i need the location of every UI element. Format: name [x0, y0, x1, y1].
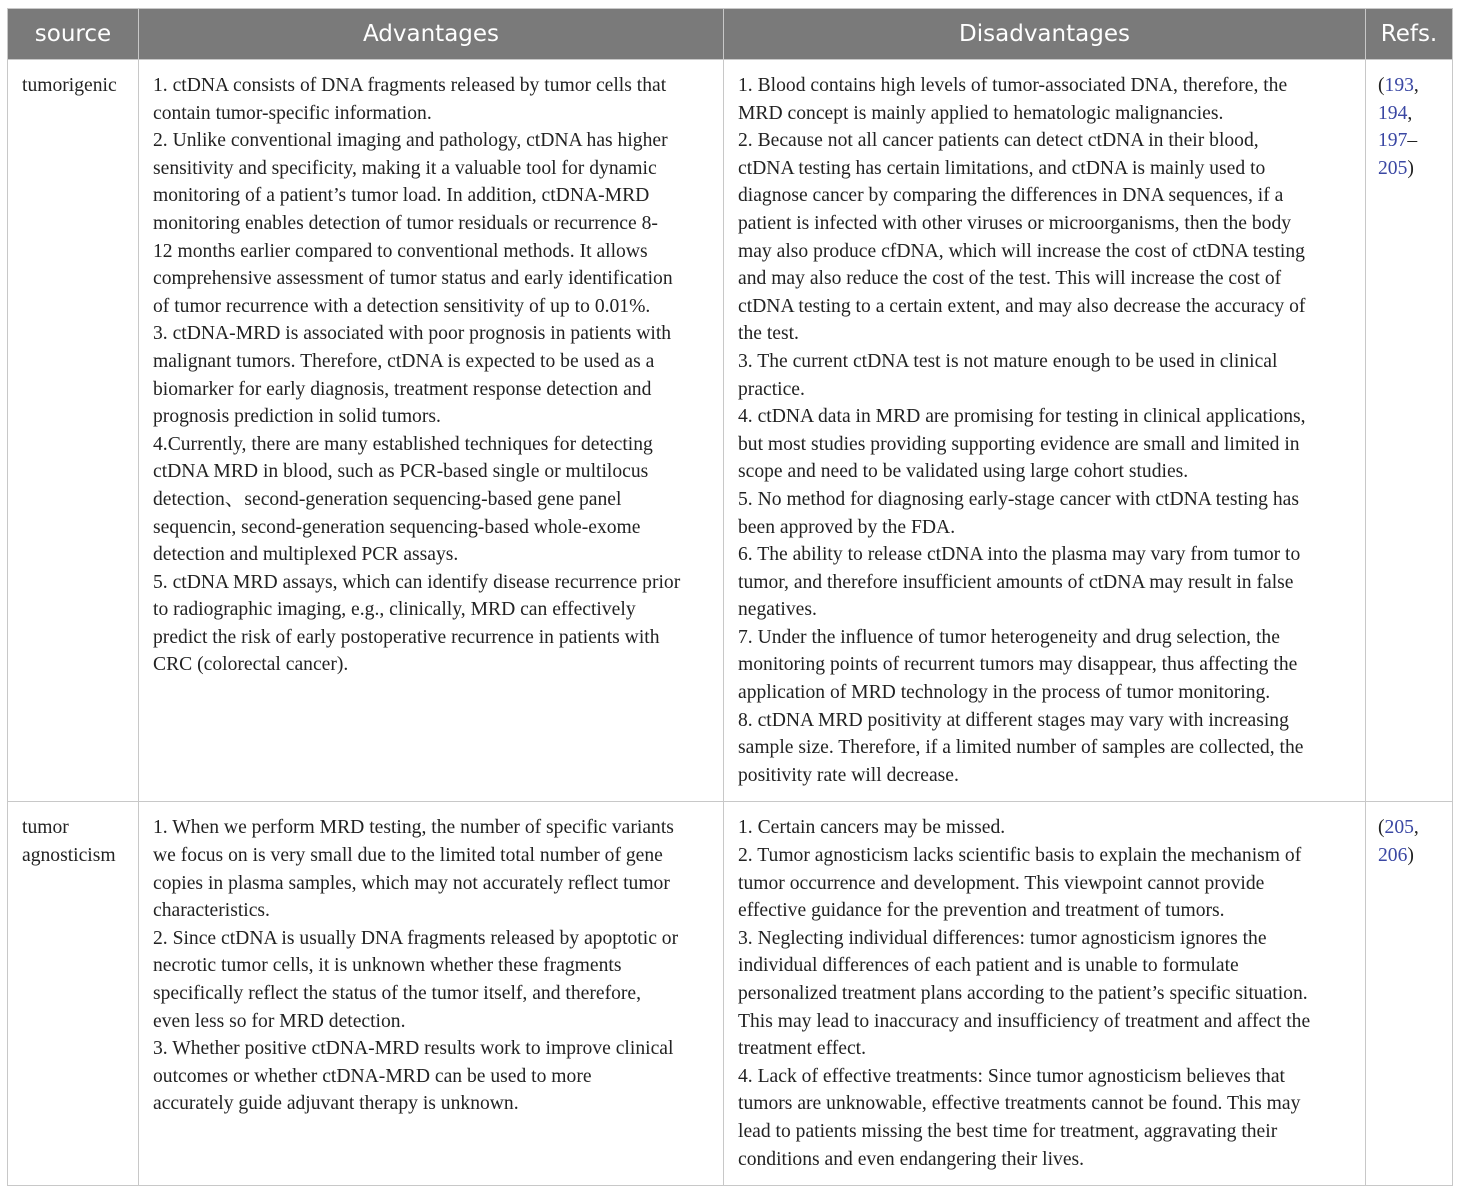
- text-line: positivity rate will decrease.: [738, 764, 959, 786]
- text-line: ctDNA testing to a certain extent, and may also decrease the accuracy of: [738, 295, 1306, 317]
- text-line: sequencin, second-generation sequencing-based whole-exome: [153, 516, 641, 538]
- text-line: even less so for MRD detection.: [153, 1010, 406, 1032]
- text-line: characteristics.: [153, 900, 270, 922]
- ref-line: [1378, 127, 1448, 155]
- reference-link[interactable]: 193: [1384, 75, 1414, 96]
- text-line: personalized treatment plans according to the patient’s specific situation.: [738, 983, 1308, 1004]
- text-line: MRD concept is mainly applied to hematologic malignancies.: [738, 102, 1224, 124]
- text-line: detection、second-generation sequencing-based gene panel: [153, 488, 622, 510]
- reference-link[interactable]: 206: [1378, 845, 1408, 867]
- source-cell: [8, 60, 139, 802]
- text-line: monitoring points of recurrent tumors may disappear, thus affecting the: [738, 654, 1298, 676]
- text-line: 8. ctDNA MRD positivity at different stages may vary with increasing: [738, 709, 1289, 731]
- text-line: monitoring enables detection of tumor residuals or recurrence 8-: [153, 212, 658, 234]
- text-line: 2. Tumor agnosticism lacks scientific basis to explain the mechanism of: [738, 845, 1302, 867]
- text-line: biomarker for early diagnosis, treatment response detection and: [153, 378, 652, 400]
- header-row: [8, 9, 1453, 60]
- refs-cell: [1366, 60, 1453, 802]
- text-line: the test.: [738, 323, 799, 345]
- table-row: [8, 802, 1453, 1186]
- text-line: accurately guide adjuvant therapy is unknown.: [153, 1093, 519, 1115]
- ref-line: [1378, 100, 1448, 128]
- text-line: 1. Certain cancers may be missed.: [738, 817, 1006, 839]
- text-line: 7. Under the influence of tumor heterogeneity and drug selection, the: [738, 626, 1280, 648]
- reference-link[interactable]: 205: [1384, 817, 1414, 839]
- text-line: copies in plasma samples, which may not accurately reflect tumor: [153, 872, 670, 894]
- text-line: 4.Currently, there are many established techniques for detecting: [153, 433, 653, 455]
- text-line: 3. Neglecting individual differences: tumor agnosticism ignores the: [738, 927, 1267, 949]
- text-line: individual differences of each patient and is unable to formulate: [738, 955, 1239, 977]
- text-line: conditions and even endangering their lives.: [738, 1148, 1085, 1170]
- text-line: lead to patients missing the best time for treatment, aggravating their: [738, 1120, 1278, 1142]
- text-line: prognosis prediction in solid tumors.: [153, 406, 441, 428]
- text-line: and may also reduce the cost of the test. This will increase the cost of: [738, 268, 1282, 290]
- text-line: been approved by the FDA.: [738, 516, 956, 538]
- text-line: 12 months earlier compared to conventional methods. It allows: [153, 240, 648, 262]
- text-line: 1. Blood contains high levels of tumor-associated DNA, therefore, the: [738, 75, 1288, 96]
- text-line: may also produce cfDNA, which will increase the cost of ctDNA testing: [738, 240, 1305, 262]
- text-line: predict the risk of early postoperative recurrence in patients with: [153, 626, 660, 648]
- text-line: tumor: [22, 817, 69, 839]
- text-line: tumorigenic: [22, 75, 117, 96]
- refs-cell: [1366, 802, 1453, 1186]
- text-line: application of MRD technology in the process of tumor monitoring.: [738, 682, 1271, 704]
- reference-link[interactable]: 194: [1378, 102, 1408, 124]
- text-line: monitoring of a patient’s tumor load. In addition, ctDNA-MRD: [153, 185, 650, 207]
- ref-separator: ): [1407, 845, 1414, 867]
- text-line: 3. ctDNA-MRD is associated with poor prognosis in patients with: [153, 323, 672, 345]
- text-line: sensitivity and specificity, making it a valuable tool for dynamic: [153, 157, 657, 179]
- ref-separator: ,: [1413, 817, 1419, 839]
- text-line: malignant tumors. Therefore, ctDNA is expected to be used as a: [153, 350, 655, 372]
- text-line: 2. Because not all cancer patients can detect ctDNA in their blood,: [738, 130, 1259, 152]
- ref-separator: ): [1407, 157, 1414, 179]
- text-line: This may lead to inaccuracy and insufficiency of treatment and affect the: [738, 1010, 1311, 1032]
- text-line: detection and multiplexed PCR assays.: [153, 544, 459, 566]
- ref-line: [1378, 155, 1448, 183]
- text-line: 3. Whether positive ctDNA-MRD results work to improve clinical: [153, 1038, 674, 1060]
- ref-line: [1378, 842, 1448, 870]
- header-refs: Refs.: [1366, 9, 1453, 60]
- text-line: comprehensive assessment of tumor status and early identification: [153, 268, 673, 290]
- text-line: 2. Since ctDNA is usually DNA fragments released by apoptotic or: [153, 927, 679, 949]
- disadvantages-cell: [724, 60, 1366, 802]
- text-line: 4. Lack of effective treatments: Since tumor agnosticism believes that: [738, 1065, 1285, 1087]
- ref-separator: ,: [1407, 102, 1413, 124]
- text-line: specifically reflect the status of the tumor itself, and therefore,: [153, 983, 642, 1004]
- ref-separator: ,: [1413, 75, 1419, 96]
- text-line: 1. ctDNA consists of DNA fragments released by tumor cells that: [153, 75, 667, 96]
- text-line: tumor, and therefore insufficient amounts of ctDNA may result in false: [738, 571, 1294, 593]
- text-line: sample size. Therefore, if a limited number of samples are collected, the: [738, 737, 1304, 759]
- text-line: patient is infected with other viruses or microorganisms, then the body: [738, 212, 1292, 234]
- header-source: source: [8, 9, 139, 60]
- ref-separator: –: [1407, 130, 1418, 152]
- text-line: scope and need to be validated using large cohort studies.: [738, 461, 1189, 483]
- text-line: ctDNA testing has certain limitations, and ctDNA is mainly used to: [738, 157, 1266, 179]
- source-cell: [8, 802, 139, 1186]
- text-line: negatives.: [738, 599, 817, 621]
- advantages-cell: [139, 60, 724, 802]
- disadvantages-cell: [724, 802, 1366, 1186]
- text-line: practice.: [738, 378, 805, 400]
- text-line: 2. Unlike conventional imaging and pathology, ctDNA has higher: [153, 130, 668, 152]
- text-line: 6. The ability to release ctDNA into the plasma may vary from tumor to: [738, 544, 1301, 566]
- advantages-cell: [139, 802, 724, 1186]
- comparison-table: [7, 8, 1453, 1186]
- ref-bracket: (: [1378, 817, 1385, 839]
- table-row: [8, 60, 1453, 802]
- text-line: 3. The current ctDNA test is not mature enough to be used in clinical: [738, 350, 1278, 372]
- header-disadvantages: Disadvantages: [724, 9, 1366, 60]
- text-line: but most studies providing supporting evidence are small and limited in: [738, 433, 1300, 455]
- text-line: tumors are unknowable, effective treatments cannot be found. This may: [738, 1093, 1301, 1115]
- text-line: contain tumor-specific information.: [153, 102, 432, 124]
- ref-bracket: (: [1378, 75, 1385, 96]
- text-line: agnosticism: [22, 845, 116, 867]
- text-line: diagnose cancer by comparing the differences in DNA sequences, if a: [738, 185, 1284, 207]
- text-line: 4. ctDNA data in MRD are promising for testing in clinical applications,: [738, 406, 1306, 428]
- text-line: CRC (colorectal cancer).: [153, 654, 349, 676]
- header-advantages: Advantages: [139, 9, 724, 60]
- text-line: we focus on is very small due to the limited total number of gene: [153, 845, 663, 867]
- text-line: treatment effect.: [738, 1038, 867, 1060]
- ref-line: [1378, 72, 1448, 100]
- text-line: 1. When we perform MRD testing, the number of specific variants: [153, 817, 674, 839]
- text-line: necrotic tumor cells, it is unknown whether these fragments: [153, 955, 622, 977]
- reference-link[interactable]: 205: [1378, 157, 1408, 179]
- ref-line: [1378, 814, 1448, 842]
- text-line: 5. No method for diagnosing early-stage cancer with ctDNA testing has: [738, 488, 1299, 510]
- text-line: outcomes or whether ctDNA-MRD can be used to more: [153, 1065, 592, 1087]
- text-line: of tumor recurrence with a detection sensitivity of up to 0.01%.: [153, 295, 651, 317]
- text-line: effective guidance for the prevention and treatment of tumors.: [738, 900, 1225, 922]
- text-line: to radiographic imaging, e.g., clinically, MRD can effectively: [153, 599, 636, 621]
- text-line: ctDNA MRD in blood, such as PCR-based single or multilocus: [153, 461, 649, 483]
- text-line: tumor occurrence and development. This viewpoint cannot provide: [738, 872, 1265, 894]
- reference-link[interactable]: 197: [1378, 130, 1408, 152]
- text-line: 5. ctDNA MRD assays, which can identify disease recurrence prior: [153, 571, 681, 593]
